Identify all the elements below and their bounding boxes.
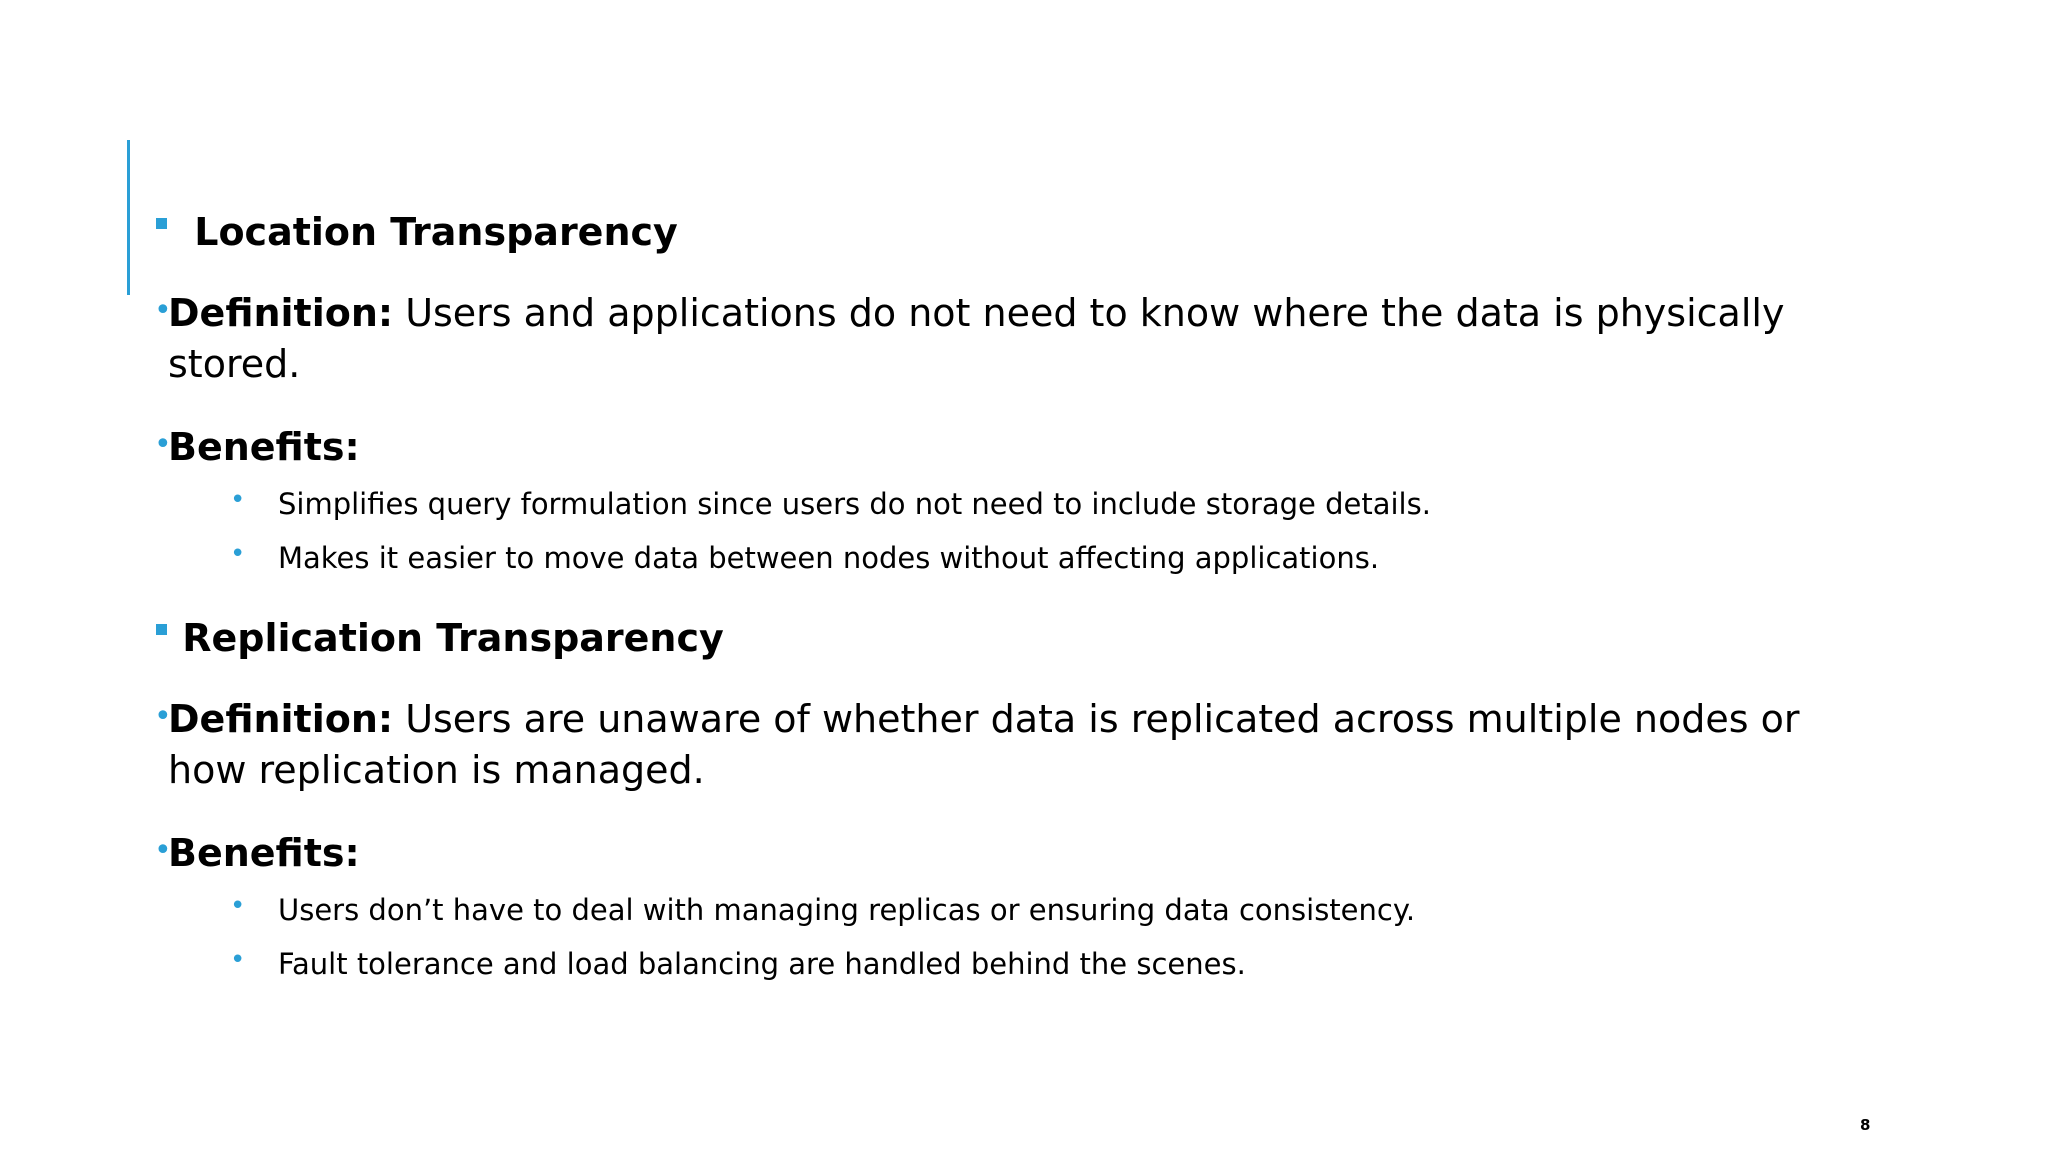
accent-bar <box>127 140 130 295</box>
section-heading <box>156 208 678 256</box>
definition-paragraph <box>154 288 1808 390</box>
benefit-text: Users don’t have to deal with managing replicas or ensuring data consistency. <box>278 893 1416 927</box>
bullet-dot-icon: • <box>230 945 246 975</box>
bullet-dot-icon: • <box>154 699 172 734</box>
bullet-dot-icon: • <box>154 833 172 868</box>
square-bullet-icon <box>156 624 167 635</box>
benefits-label: Benefits: <box>168 425 360 469</box>
bullet-dot-icon: • <box>154 427 172 462</box>
section-heading-text: Replication Transparency <box>182 616 724 660</box>
benefits-paragraph <box>154 422 360 473</box>
bullet-dot-icon: • <box>230 539 246 569</box>
benefit-text: Fault tolerance and load balancing are handled behind the scenes. <box>278 947 1246 981</box>
bullet-dot-icon: • <box>230 485 246 515</box>
definition-label: Definition: <box>168 291 394 335</box>
benefit-item <box>230 944 1246 984</box>
benefit-text: Simplifies query formulation since users do not need to include storage details. <box>278 487 1431 521</box>
benefit-item <box>230 484 1431 524</box>
bullet-dot-icon: • <box>230 891 246 921</box>
benefit-item <box>230 538 1380 578</box>
definition-paragraph <box>154 694 1828 796</box>
benefit-item <box>230 890 1416 930</box>
definition-text: Users are unaware of whether data is replicated across multiple nodes or how replication is managed. <box>168 697 1800 792</box>
definition-text: Users and applications do not need to know where the data is physically stored. <box>168 291 1785 386</box>
section-heading-text: Location Transparency <box>194 210 678 254</box>
benefit-text: Makes it easier to move data between nodes without affecting applications. <box>278 541 1380 575</box>
square-bullet-icon <box>156 218 167 229</box>
bullet-dot-icon: • <box>154 293 172 328</box>
page-number: 8 <box>1860 1116 1871 1134</box>
definition-label: Definition: <box>168 697 394 741</box>
benefits-paragraph <box>154 828 360 879</box>
benefits-label: Benefits: <box>168 831 360 875</box>
section-heading <box>156 614 724 662</box>
